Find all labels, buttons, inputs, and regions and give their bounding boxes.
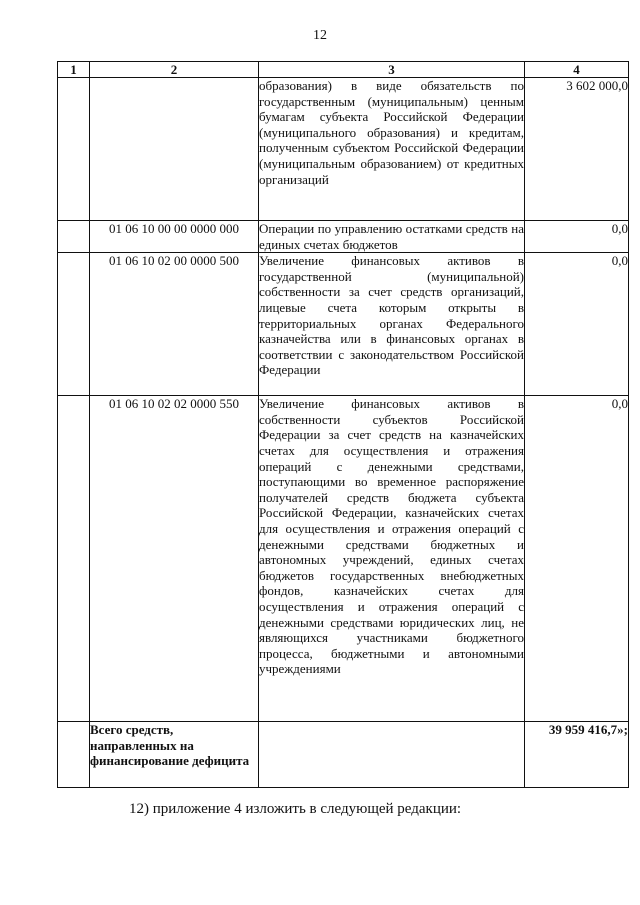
header-col-3: 3 (259, 62, 525, 78)
total-description-cell (259, 722, 525, 788)
total-row (58, 722, 629, 788)
description-cell: образования) в виде обязательств по государственным (муниципальным) ценным бумагам субъекта Российской Федерации (муниципального образования) и кредитам, полученным субъектом Российской Федерации (муниципальным образованием) от кредитных организаций (259, 78, 525, 221)
table-row (58, 78, 629, 221)
footer-text: 12) приложение 4 изложить в следующей редакции: (129, 801, 462, 817)
total-amount: 39 959 416,7»; (525, 722, 629, 788)
header-col-1: 1 (58, 62, 90, 78)
table-header-row (58, 62, 629, 78)
amount-cell: 0,0 (525, 253, 629, 396)
row-number-cell (58, 78, 90, 221)
row-number-cell (58, 253, 90, 396)
table-row (58, 253, 629, 396)
page-number: 12 (313, 28, 327, 43)
table-row (58, 221, 629, 253)
header-col-4: 4 (525, 62, 629, 78)
code-cell: 01 06 10 02 02 0000 550 (90, 396, 259, 722)
amount-cell: 0,0 (525, 396, 629, 722)
code-cell: 01 06 10 00 00 0000 000 (90, 221, 259, 253)
description-cell: Операции по управлению остатками средств на единых счетах бюджетов (259, 221, 524, 252)
amount-cell: 0,0 (525, 221, 629, 253)
code-cell (90, 78, 259, 221)
description-cell: Увеличение финансовых активов в государственной (муниципальной) собственности за счет средств организаций, лицевые счета которым открыты в территориальных органах Федерального казначейства или в финансовых органах в соответствии с законодательством Российской Федерации (259, 253, 525, 396)
row-number-cell (58, 221, 90, 253)
total-label: Всего средств, направленных на финансирование дефицита (90, 722, 259, 788)
row-number-cell (58, 396, 90, 722)
header-col-2: 2 (90, 62, 259, 78)
description-cell: Увеличение финансовых активов в собственности субъектов Российской Федерации за счет средств на казначейских счетах для осуществления и отражения операций с денежными средствами, поступающими во временное распоряжение получателей средств бюджета субъекта Российской Федерации, казначейских счетах для осуществления и отражения операций с денежными средствами бюджетных и автономных учреждений, единых счетах бюджетов государственных внебюджетных фондов, казначейских счетах для осуществления и отражения операций с денежными средствами юридических лиц, не являющихся участниками бюджетного процесса, бюджетными и автономными учреждениями (259, 396, 525, 722)
row-number-cell (58, 722, 90, 788)
budget-table (57, 61, 629, 788)
table-row (58, 396, 629, 722)
code-cell: 01 06 10 02 00 0000 500 (90, 253, 259, 396)
amount-cell: 3 602 000,0 (525, 78, 629, 221)
